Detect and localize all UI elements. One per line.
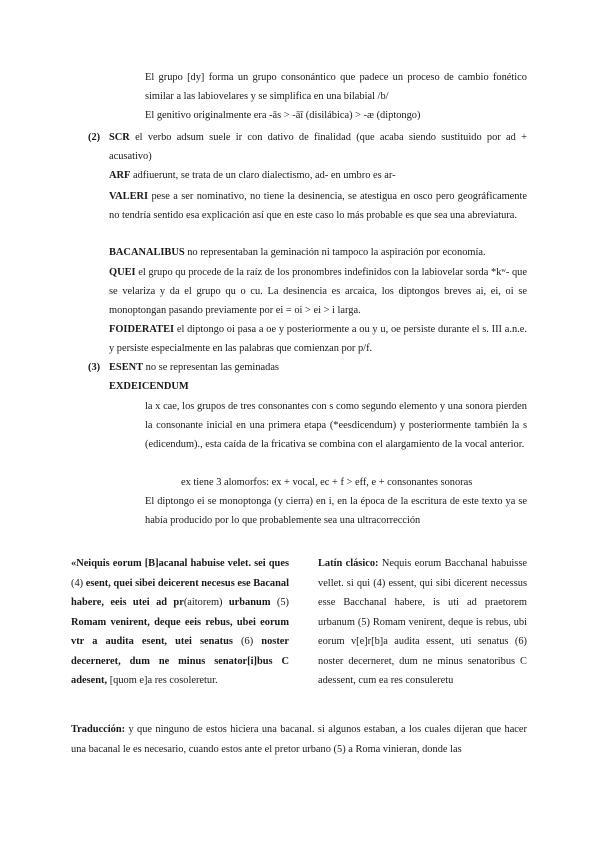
item-3-number: (3): [88, 362, 101, 373]
latin-restoration: [quom e]a res cosoleretur.: [109, 675, 218, 687]
latin-expansion: (aitorem): [183, 597, 229, 609]
esent-paragraph: [109, 358, 527, 377]
foideratei-text: el diptongo oi pasa a oe y posteriormente a ou y u, oe persiste durante el s. III a.n.e. y persiste especialmente en las palabras que comienzan por p/f.: [109, 324, 527, 354]
latin-original-column: [71, 554, 289, 691]
latin-segment: «Neiquis eorum [B]acanal habuise velet. sei ques: [71, 558, 289, 570]
bacanalibus-paragraph: [109, 243, 527, 262]
valeri-term: VALERI: [109, 191, 149, 202]
diphthong-paragraph: [145, 492, 527, 530]
line-marker: (5): [276, 597, 289, 609]
scr-paragraph: [109, 128, 527, 166]
latin-segment: urbanum: [228, 597, 277, 609]
intro-paragraph: [145, 68, 527, 106]
quei-text: el grupo qu procede de la raíz de los pronombres indefinidos con la labiovelar sorda *kʷ- que se velariza y da el grupo qu o cu. La desinencia es arcaica, los diptongos breves ai, ei, oi se monoptongan pasando previamente por ei = oi > ei > i larga.: [109, 267, 527, 316]
line-marker: (4): [71, 577, 86, 589]
translation-text: y que ninguno de estos hiciera una bacanal. si algunos estaban, a los cuales dijeran que hacer una bacanal le es necesario, cuando estos ante el pretor urbano (5) a Roma vinieran, donde las: [71, 724, 527, 755]
scr-text: el verbo adsum suele ir con dativo de finalidad (que acaba siendo sustituido por ad + acusativo): [109, 132, 527, 162]
latin-classic-text: Nequis eorum Bacchanal habuisse vellet. si qui (4) essent, qui sibi dicerent necessus esse Bacchanal habere, is uti ad praetorem urbanum (5) Romam venirent, deque is rebus, ubi eorum v[e]r[b]a audita essent, uti senatus (6) noster decerneret, dum ne minus senatoribus C adessent, cum ea res consuleretu: [318, 558, 527, 687]
foideratei-paragraph: [109, 320, 527, 358]
arf-text: adfiuerunt, se trata de un claro dialectismo, ad- en umbro es ar-: [130, 170, 396, 181]
arf-paragraph: [109, 166, 527, 185]
exdeicendum-paragraph: [145, 397, 527, 454]
latin-classic-column: [318, 554, 527, 691]
allomorphs-text: ex tiene 3 alomorfos: ex + vocal, ec + f > eff, e + consonantes sonoras: [181, 477, 473, 488]
item-2-number: (2): [88, 132, 101, 143]
latin-classic-label: Latín clásico:: [318, 558, 379, 570]
intro-text: El grupo [dy] forma un grupo consonántico que padece un proceso de cambio fonético similar a las labiovelares y se simplifica en una bilabial /b/: [145, 72, 527, 102]
arf-term: ARF: [109, 170, 131, 181]
latin-segment: esent, quei sibei deicerent necesus ese Bacanal habere, eeis utei ad pr: [71, 577, 289, 609]
valeri-paragraph: [109, 187, 527, 225]
exdeicendum-term: EXDEICENDUM: [109, 381, 189, 392]
bacanalibus-text: no representaban la geminación ni tampoco la aspiración por economía.: [184, 247, 486, 258]
diphthong-text: El diptongo ei se monoptonga (y cierra) en i, en la época de la escritura de este texto ya se había producido por lo que probablemente sea una ultracorrección: [145, 496, 527, 526]
latin-segment: Romam venirent, deque eeis rebus, ubei eorum vtr a audita esent, utei senatus: [71, 616, 289, 648]
esent-term: ESENT: [109, 362, 144, 373]
genitive-text: El genitivo originalmente era -ās > -āī (disilábica) > -æ (diptongo): [145, 110, 421, 121]
bacanalibus-term: BACANALIBUS: [109, 247, 185, 258]
latin-segment: noster decerneret, dum ne minus senator[i]bus C adesent,: [71, 636, 289, 687]
valeri-text: pese a ser nominativo, no tiene la desinencia, se atestigua en osco pero geográficamente no tendría sentido esa explicación así que en este caso lo más probable es que sea una abreviatura.: [109, 191, 527, 221]
line-marker: (6): [241, 636, 262, 648]
exdeicendum-heading: [109, 377, 527, 396]
quei-term: QUEI: [109, 267, 136, 278]
exdeicendum-text: la x cae, los grupos de tres consonantes con s como segundo elemento y una sonora pierden la consonante inicial en una primera etapa (*eesdicendum) y posteriormente también la s (edicendum)., esta caída de la fricativa se combina con el alargamiento de la vocal anterior.: [145, 401, 527, 450]
translation-label: Traducción:: [71, 724, 126, 735]
allomorphs-line: [181, 473, 527, 492]
scr-term: SCR: [109, 132, 130, 143]
esent-text: no se representan las geminadas: [143, 362, 279, 373]
genitive-note: [145, 106, 527, 125]
quei-paragraph: [109, 263, 527, 320]
foideratei-term: FOIDERATEI: [109, 324, 175, 335]
translation-paragraph: [71, 720, 527, 760]
